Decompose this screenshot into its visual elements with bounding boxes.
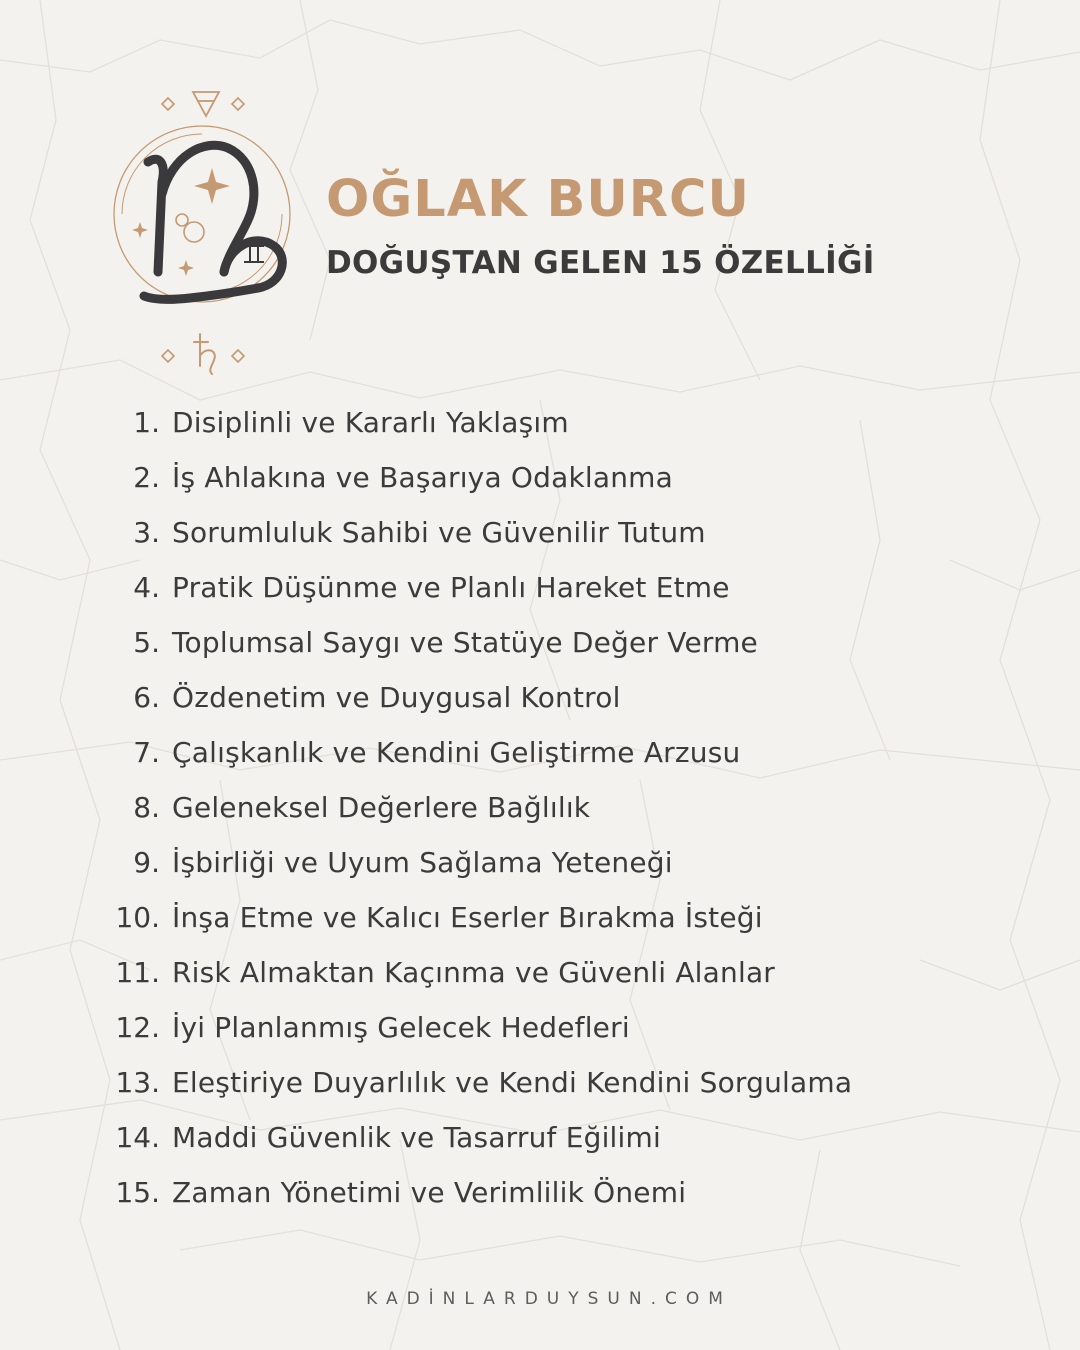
trait-list	[0, 399, 1080, 1224]
sparkle-star-icon	[194, 168, 230, 204]
list-number: 4.	[133, 571, 160, 604]
list-text: Sorumluluk Sahibi ve Güvenilir Tutum	[172, 516, 706, 549]
sparkle-star-icon	[178, 260, 194, 276]
list-text: İyi Planlanmış Gelecek Hedefleri	[172, 1011, 630, 1044]
page-subtitle: DOĞUŞTAN GELEN 15 ÖZELLİĞİ	[326, 245, 875, 281]
list-text: Geleneksel Değerlere Bağlılık	[172, 791, 591, 824]
list-text: İşbirliği ve Uyum Sağlama Yeteneği	[172, 846, 673, 879]
list-number: 3.	[133, 516, 160, 549]
diamond-icon	[232, 350, 244, 362]
list-number: 1.	[133, 406, 160, 439]
list-text: Eleştiriye Duyarlılık ve Kendi Kendini Sorgulama	[172, 1066, 853, 1099]
list-text: İş Ahlakına ve Başarıya Odaklanma	[172, 461, 674, 494]
diamond-icon	[162, 98, 174, 110]
list-number: 2.	[133, 461, 160, 494]
list-text: İnşa Etme ve Kalıcı Eserler Bırakma İsteği	[172, 901, 763, 934]
earth-triangle-icon	[193, 92, 219, 116]
list-text: Risk Almaktan Kaçınma ve Güvenli Alanlar	[172, 956, 776, 989]
list-number: 13.	[115, 1066, 160, 1099]
list-item	[0, 784, 1080, 839]
list-item	[0, 1004, 1080, 1059]
list-text: Toplumsal Saygı ve Statüye Değer Verme	[172, 626, 758, 659]
diamond-icon	[162, 350, 174, 362]
list-number: 15.	[115, 1176, 160, 1209]
capricorn-glyph-icon	[144, 145, 282, 299]
list-number: 5.	[133, 626, 160, 659]
diamond-icon	[232, 98, 244, 110]
footer-website: KADİNLARDUYSUN.COM	[366, 1289, 732, 1309]
orbit-circle	[114, 126, 290, 302]
list-number: 12.	[115, 1011, 160, 1044]
list-text: Çalışkanlık ve Kendini Geliştirme Arzusu	[172, 736, 741, 769]
list-item	[0, 454, 1080, 509]
capricorn-emblem	[108, 82, 304, 378]
list-item	[0, 674, 1080, 729]
list-text: Zaman Yönetimi ve Verimlilik Önemi	[172, 1176, 687, 1209]
list-item	[0, 1114, 1080, 1169]
list-item	[0, 509, 1080, 564]
list-text: Disiplinli ve Kararlı Yaklaşım	[172, 406, 569, 439]
list-item	[0, 1059, 1080, 1114]
list-item	[0, 949, 1080, 1004]
moon-phase-icon	[176, 214, 204, 242]
list-number: 10.	[115, 901, 160, 934]
list-item	[0, 619, 1080, 674]
list-number: 6.	[133, 681, 160, 714]
list-number: 7.	[133, 736, 160, 769]
list-text: Maddi Güvenlik ve Tasarruf Eğilimi	[172, 1121, 661, 1154]
gemini-icon	[244, 246, 264, 262]
list-number: 9.	[133, 846, 160, 879]
list-item	[0, 399, 1080, 454]
list-number: 11.	[115, 956, 160, 989]
sparkle-star-icon	[132, 222, 148, 238]
list-text: Özdenetim ve Duygusal Kontrol	[172, 681, 621, 714]
list-item	[0, 839, 1080, 894]
saturn-icon	[194, 334, 215, 374]
list-item	[0, 729, 1080, 784]
list-item	[0, 1169, 1080, 1224]
list-number: 14.	[115, 1121, 160, 1154]
list-number: 8.	[133, 791, 160, 824]
page-title: OĞLAK BURCU	[326, 170, 750, 229]
list-text: Pratik Düşünme ve Planlı Hareket Etme	[172, 571, 730, 604]
list-item	[0, 894, 1080, 949]
list-item	[0, 564, 1080, 619]
